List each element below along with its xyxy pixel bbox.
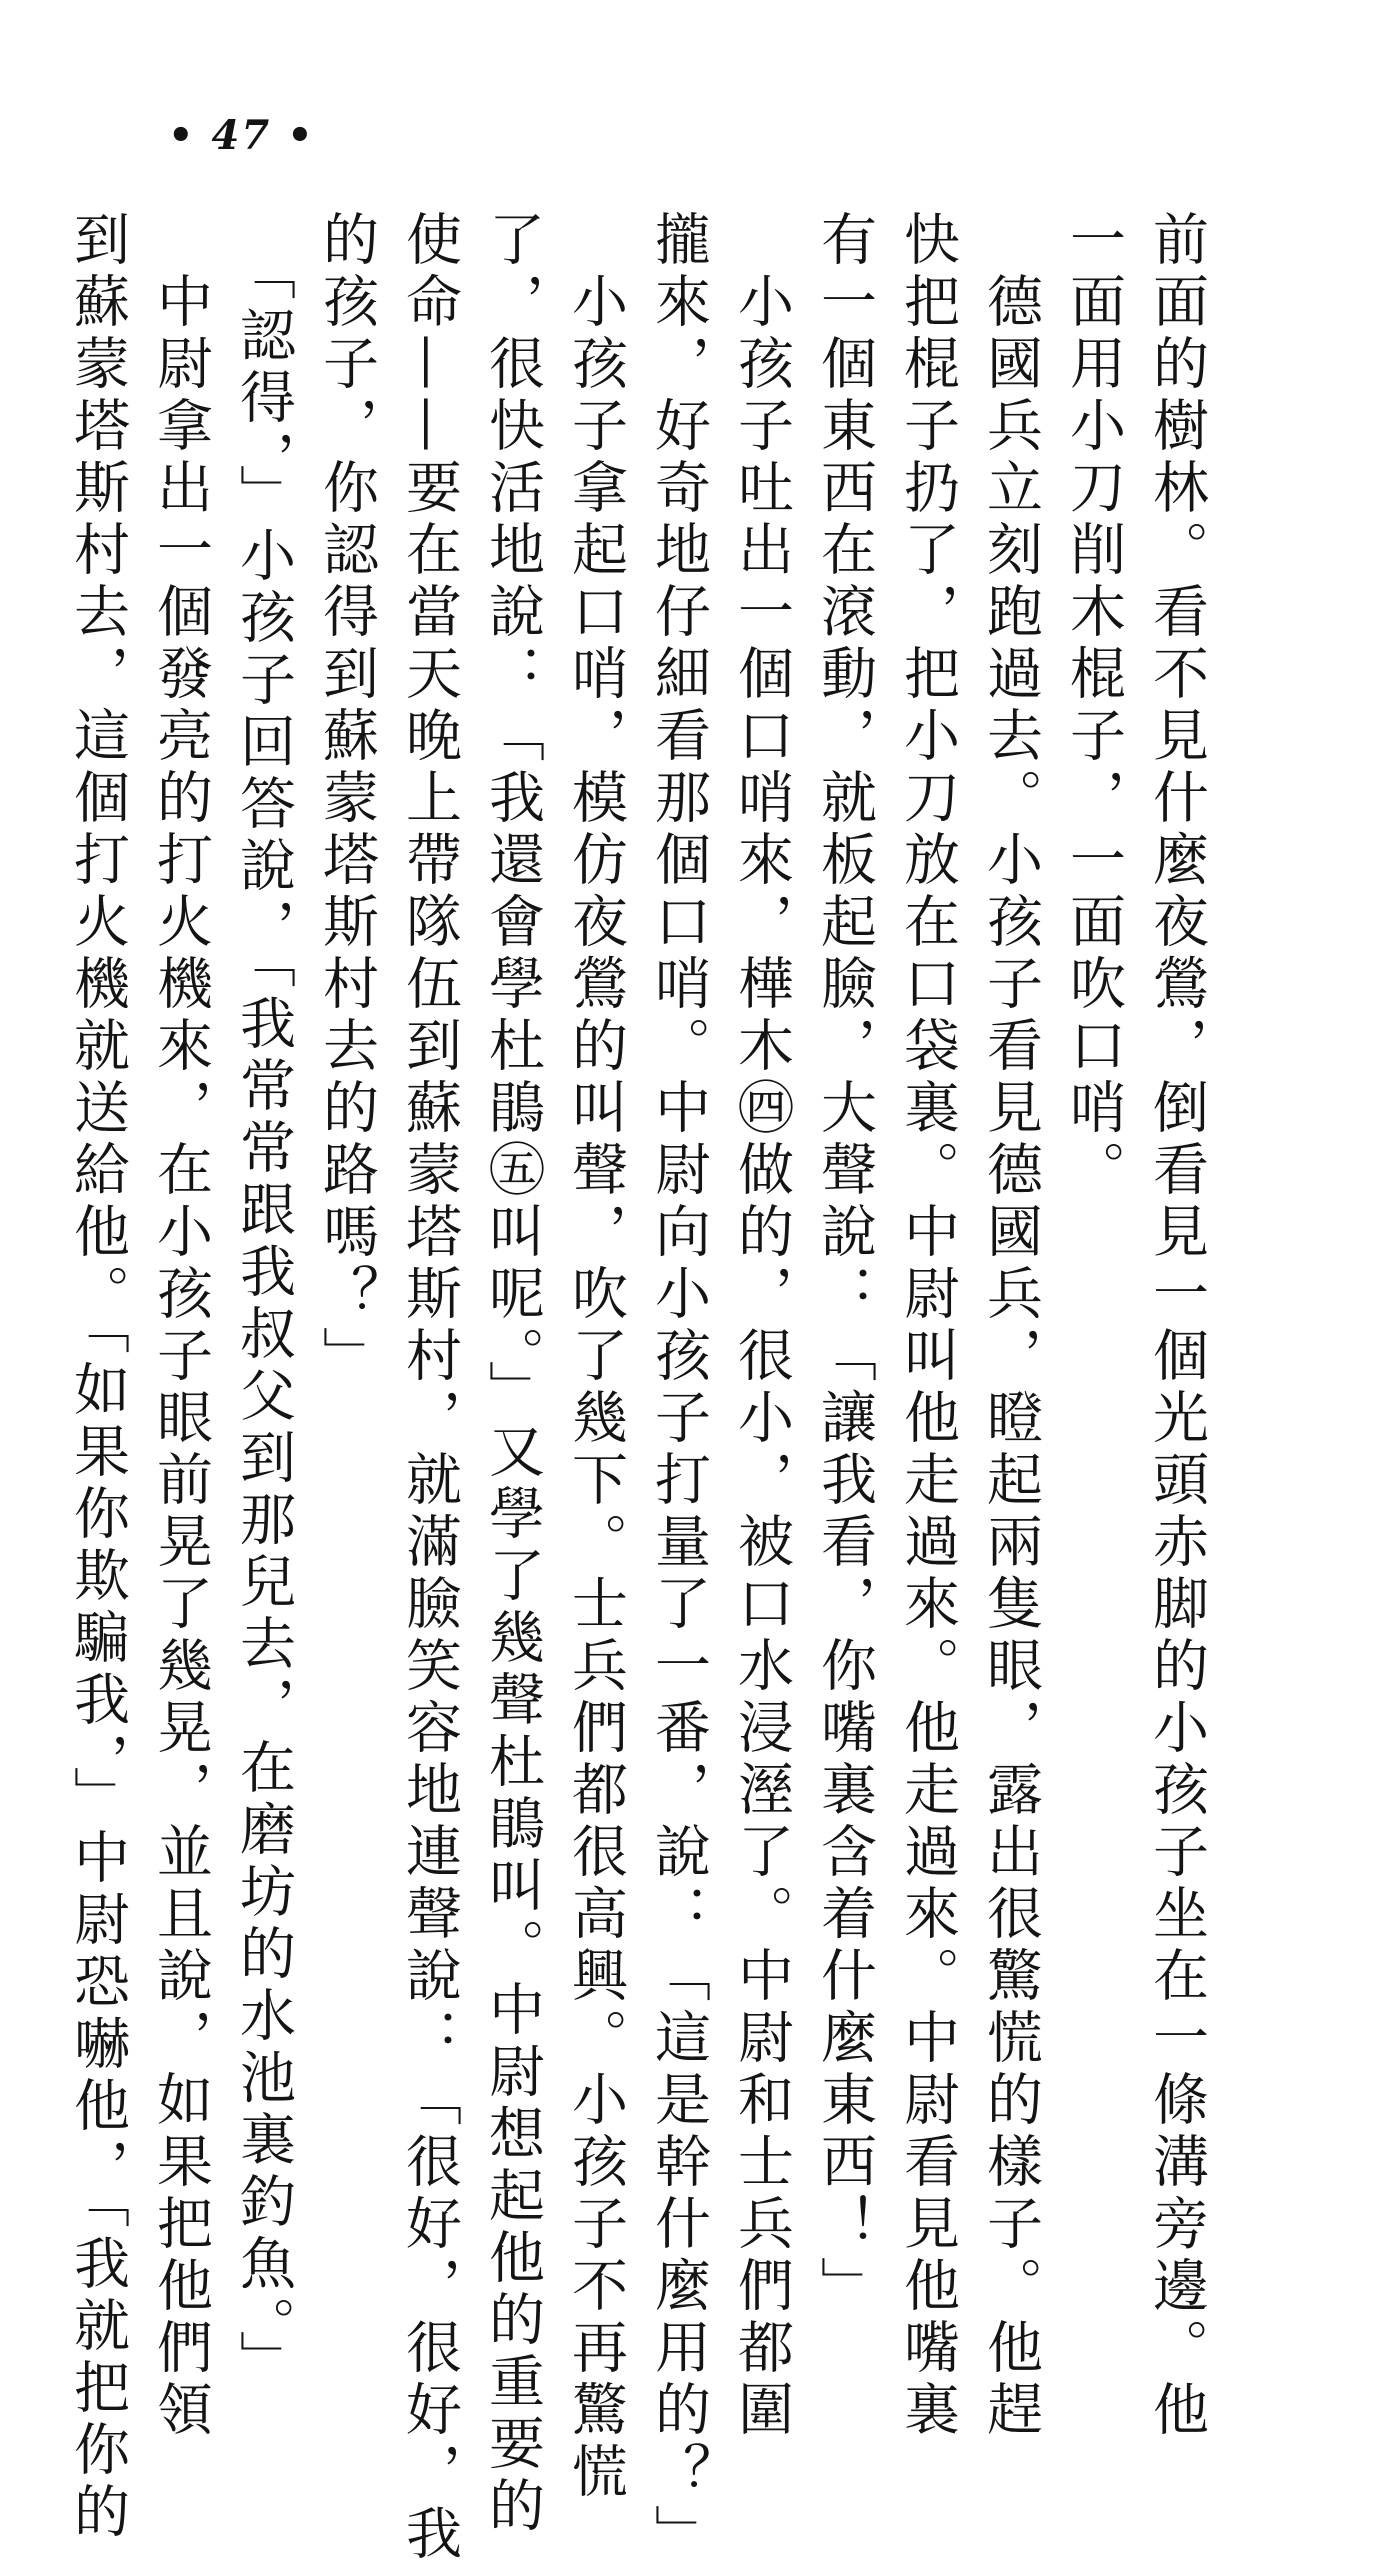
body-text [65,210,1218,2566]
text-line: 小孩子拿起口哨，模仿夜鶯的叫聲，吹了幾下。士兵們都很高興。小孩子不再驚慌 [563,210,628,2504]
text-line: 前面的樹林。看不見什麼夜鶯，倒看見一個光頭赤脚的小孩子坐在一條溝旁邊。他 [1144,210,1209,2442]
text-line: 「認得，」小孩子回答說，「我常常跟我叔父到那兒去，在磨坊的水池裏釣魚。」 [231,210,296,2392]
text-line: 使命——要在當天晚上帶隊伍到蘇蒙塔斯村，就滿臉笑容地連聲說：「很好，很好，我 [397,210,462,2566]
text-line: 了，很快活地說：「我還會學杜鵑㊄叫呢。」又學了幾聲杜鵑叫。中尉想起他的重要的 [480,210,545,2538]
text-line: 快把棍子扔了，把小刀放在口袋裏。中尉叫他走過來。他走過來。中尉看見他嘴裏 [895,210,960,2442]
text-line: 小孩子吐出一個口哨來，樺木㊃做的，很小，被口水浸溼了。中尉和士兵們都圍 [729,210,794,2442]
text-line: 中尉拿出一個發亮的打火機來，在小孩子眼前晃了幾晃，並且說，如果把他們領 [148,210,213,2442]
page-number: • 47 • [168,112,315,159]
text-line: 德國兵立刻跑過去。小孩子看見德國兵，瞪起兩隻眼，露出很驚慌的樣子。他趕 [978,210,1043,2442]
text-line: 一面用小刀削木棍子，一面吹口哨。 [1061,210,1126,1202]
text-line: 攏來，好奇地仔細看那個口哨。中尉向小孩子打量了一番，說：「這是幹什麼用的？」 [646,210,711,2566]
text-line: 的孩子，你認得到蘇蒙塔斯村去的路嗎？」 [314,210,379,1388]
text-line: 有一個東西在滾動，就板起臉，大聲說：「讓我看，你嘴裏含着什麼東西！」 [812,210,877,2318]
text-line: 到蘇蒙塔斯村去，這個打火機就送給他。「如果你欺騙我，」中尉恐嚇他，「我就把你的 [65,210,130,2544]
